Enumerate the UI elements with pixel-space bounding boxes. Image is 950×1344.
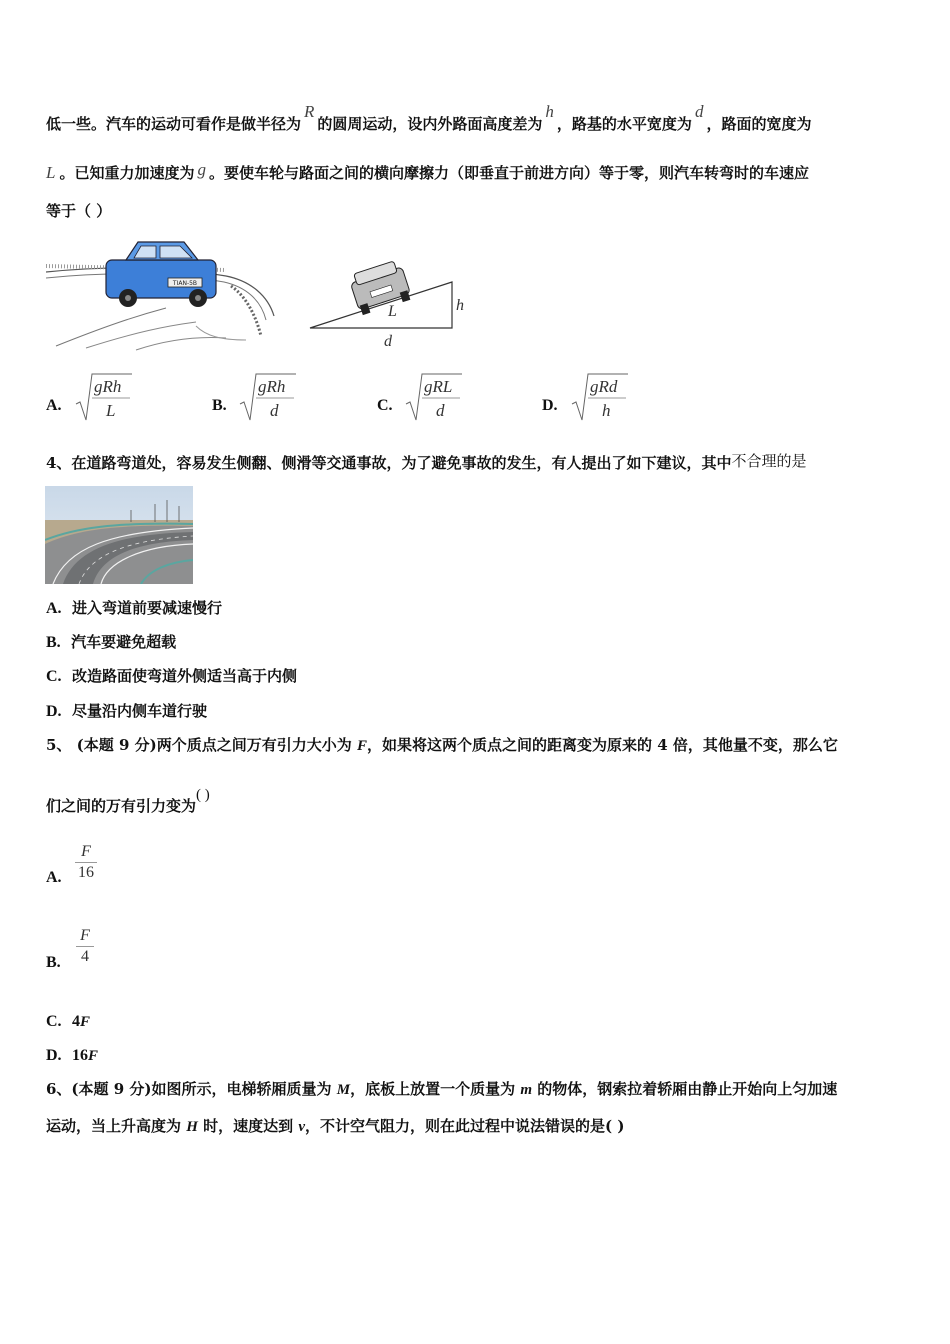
label-d: d xyxy=(384,333,392,350)
option-letter: C. xyxy=(46,1013,62,1030)
var-F: F xyxy=(80,1014,91,1030)
var-F: F xyxy=(356,738,367,754)
option-text: 改造路面使弯道外侧适当高于内侧 xyxy=(72,667,298,685)
q5-text: ，如果将这两个质点之间的距离变为原来的 4 倍，其他量不变，那么它 xyxy=(366,736,838,754)
q3-stem-line-3: 等于（ ） xyxy=(46,202,112,220)
q6-text: ，不计空气阻力，则在此过程中说法错误的是( ) xyxy=(305,1117,625,1135)
fraction-denominator: L xyxy=(106,401,116,420)
option-letter: B. xyxy=(212,397,227,414)
fraction-numerator: gRh xyxy=(94,377,122,396)
q3-option-a-sqrt xyxy=(74,370,134,424)
fraction-denominator: d xyxy=(270,401,279,420)
q4-option-a[interactable] xyxy=(46,598,222,619)
q3-text: 。要使车轮与路面之间的横向摩擦力（即垂直于前进方向）等于零，则汽车转弯时的车速应 xyxy=(208,164,809,182)
option-letter: D. xyxy=(542,397,558,414)
fraction-denominator: 16 xyxy=(78,864,94,881)
q3-stem-line-1 xyxy=(46,102,812,134)
q3-option-b-sqrt xyxy=(238,370,298,424)
fraction-numerator: gRL xyxy=(424,377,453,396)
q3-options xyxy=(46,370,666,426)
fraction-numerator: gRd xyxy=(590,377,618,396)
var-F: F xyxy=(88,1048,99,1064)
q4-stem-text: 4、在道路弯道处，容易发生侧翻、侧滑等交通事故，为了避免事故的发生，有人提出了如下建议，其中 xyxy=(46,454,732,472)
q5-stem-line-2 xyxy=(46,787,210,817)
q5-option-d[interactable] xyxy=(46,1045,98,1066)
option-letter: C. xyxy=(46,668,62,685)
fraction-denominator: d xyxy=(436,401,445,420)
var-v: v xyxy=(298,1119,306,1135)
option-letter: D. xyxy=(46,1047,62,1064)
var-M: M xyxy=(336,1082,351,1098)
var-h: h xyxy=(545,102,554,121)
option-text: 尽量沿内侧车道行驶 xyxy=(72,702,208,720)
q5-stem-line-1 xyxy=(46,735,838,756)
banked-road-diagram xyxy=(306,254,472,350)
q4-option-c[interactable] xyxy=(46,666,297,687)
q4-option-b[interactable] xyxy=(46,632,176,653)
option-letter: C. xyxy=(377,397,393,414)
q5-text: 5、 (本题 9 分)两个质点之间万有引力大小为 xyxy=(46,736,357,754)
q4-stem-tail: 不合理的是 xyxy=(731,452,807,470)
car-curve-illustration xyxy=(46,236,276,352)
var-H: H xyxy=(186,1119,198,1135)
option-letter: A. xyxy=(46,869,62,886)
q4-option-d[interactable] xyxy=(46,701,207,722)
q5-option-b[interactable] xyxy=(46,953,61,972)
var-g: g xyxy=(197,160,206,179)
option-letter: A. xyxy=(46,600,62,617)
license-plate: TIAN-5B xyxy=(172,280,198,287)
option-coef: 4 xyxy=(72,1013,81,1030)
option-letter: B. xyxy=(46,634,61,651)
option-letter: A. xyxy=(46,397,62,414)
answer-paren: ( ) xyxy=(196,787,210,803)
q3-text: 。已知重力加速度为 xyxy=(59,164,195,182)
q6-text: 运动，当上升高度为 xyxy=(46,1117,187,1135)
option-text: 汽车要避免超载 xyxy=(71,633,177,651)
fraction-numerator: gRh xyxy=(258,377,286,396)
q3-stem-line-2 xyxy=(46,160,809,183)
q6-text: 时，速度达到 xyxy=(197,1117,299,1135)
q4-stem xyxy=(46,453,806,473)
q6-text: 的物体，钢索拉着轿厢由静止开始向上匀加速 xyxy=(532,1080,838,1098)
q3-text: 的圆周运动，设内外路面高度差为 xyxy=(317,115,543,133)
fraction-denominator: 4 xyxy=(81,948,89,965)
fraction-denominator: h xyxy=(602,401,611,420)
label-h: h xyxy=(456,297,464,314)
q3-option-d-sqrt xyxy=(570,370,630,424)
q6-text: ，底板上放置一个质量为 xyxy=(350,1080,521,1098)
q5-option-c[interactable] xyxy=(46,1011,90,1032)
q5-option-a-fraction xyxy=(75,843,97,882)
label-L: L xyxy=(388,303,397,320)
q3-option-d[interactable] xyxy=(542,396,558,415)
var-m: m xyxy=(520,1082,532,1098)
q6-stem-line-1 xyxy=(46,1079,837,1100)
q3-text: ，路基的水平宽度为 xyxy=(556,115,692,133)
q3-option-a[interactable] xyxy=(46,396,62,415)
q3-option-c-sqrt xyxy=(404,370,464,424)
option-text: 进入弯道前要减速慢行 xyxy=(72,599,223,617)
var-R: R xyxy=(304,102,315,121)
option-letter: D. xyxy=(46,703,62,720)
q6-text: 6、(本题 9 分)如图所示，电梯轿厢质量为 xyxy=(46,1080,337,1098)
fraction-numerator: F xyxy=(80,927,90,944)
option-coef: 16 xyxy=(72,1047,89,1064)
q3-text: 低一些。汽车的运动可看作是做半径为 xyxy=(46,115,302,133)
road-curve-photo xyxy=(45,486,193,584)
q3-option-b[interactable] xyxy=(212,396,227,415)
q5-text: 们之间的万有引力变为 xyxy=(46,797,197,815)
q6-stem-line-2 xyxy=(46,1116,624,1137)
fraction-numerator: F xyxy=(81,843,91,860)
option-letter: B. xyxy=(46,954,61,971)
q3-option-c[interactable] xyxy=(377,396,393,415)
q5-option-b-fraction xyxy=(76,927,94,966)
q5-option-a[interactable] xyxy=(46,868,62,887)
var-L: L xyxy=(46,163,56,182)
q3-text: ，路面的宽度为 xyxy=(706,115,812,133)
var-d: d xyxy=(694,102,704,121)
